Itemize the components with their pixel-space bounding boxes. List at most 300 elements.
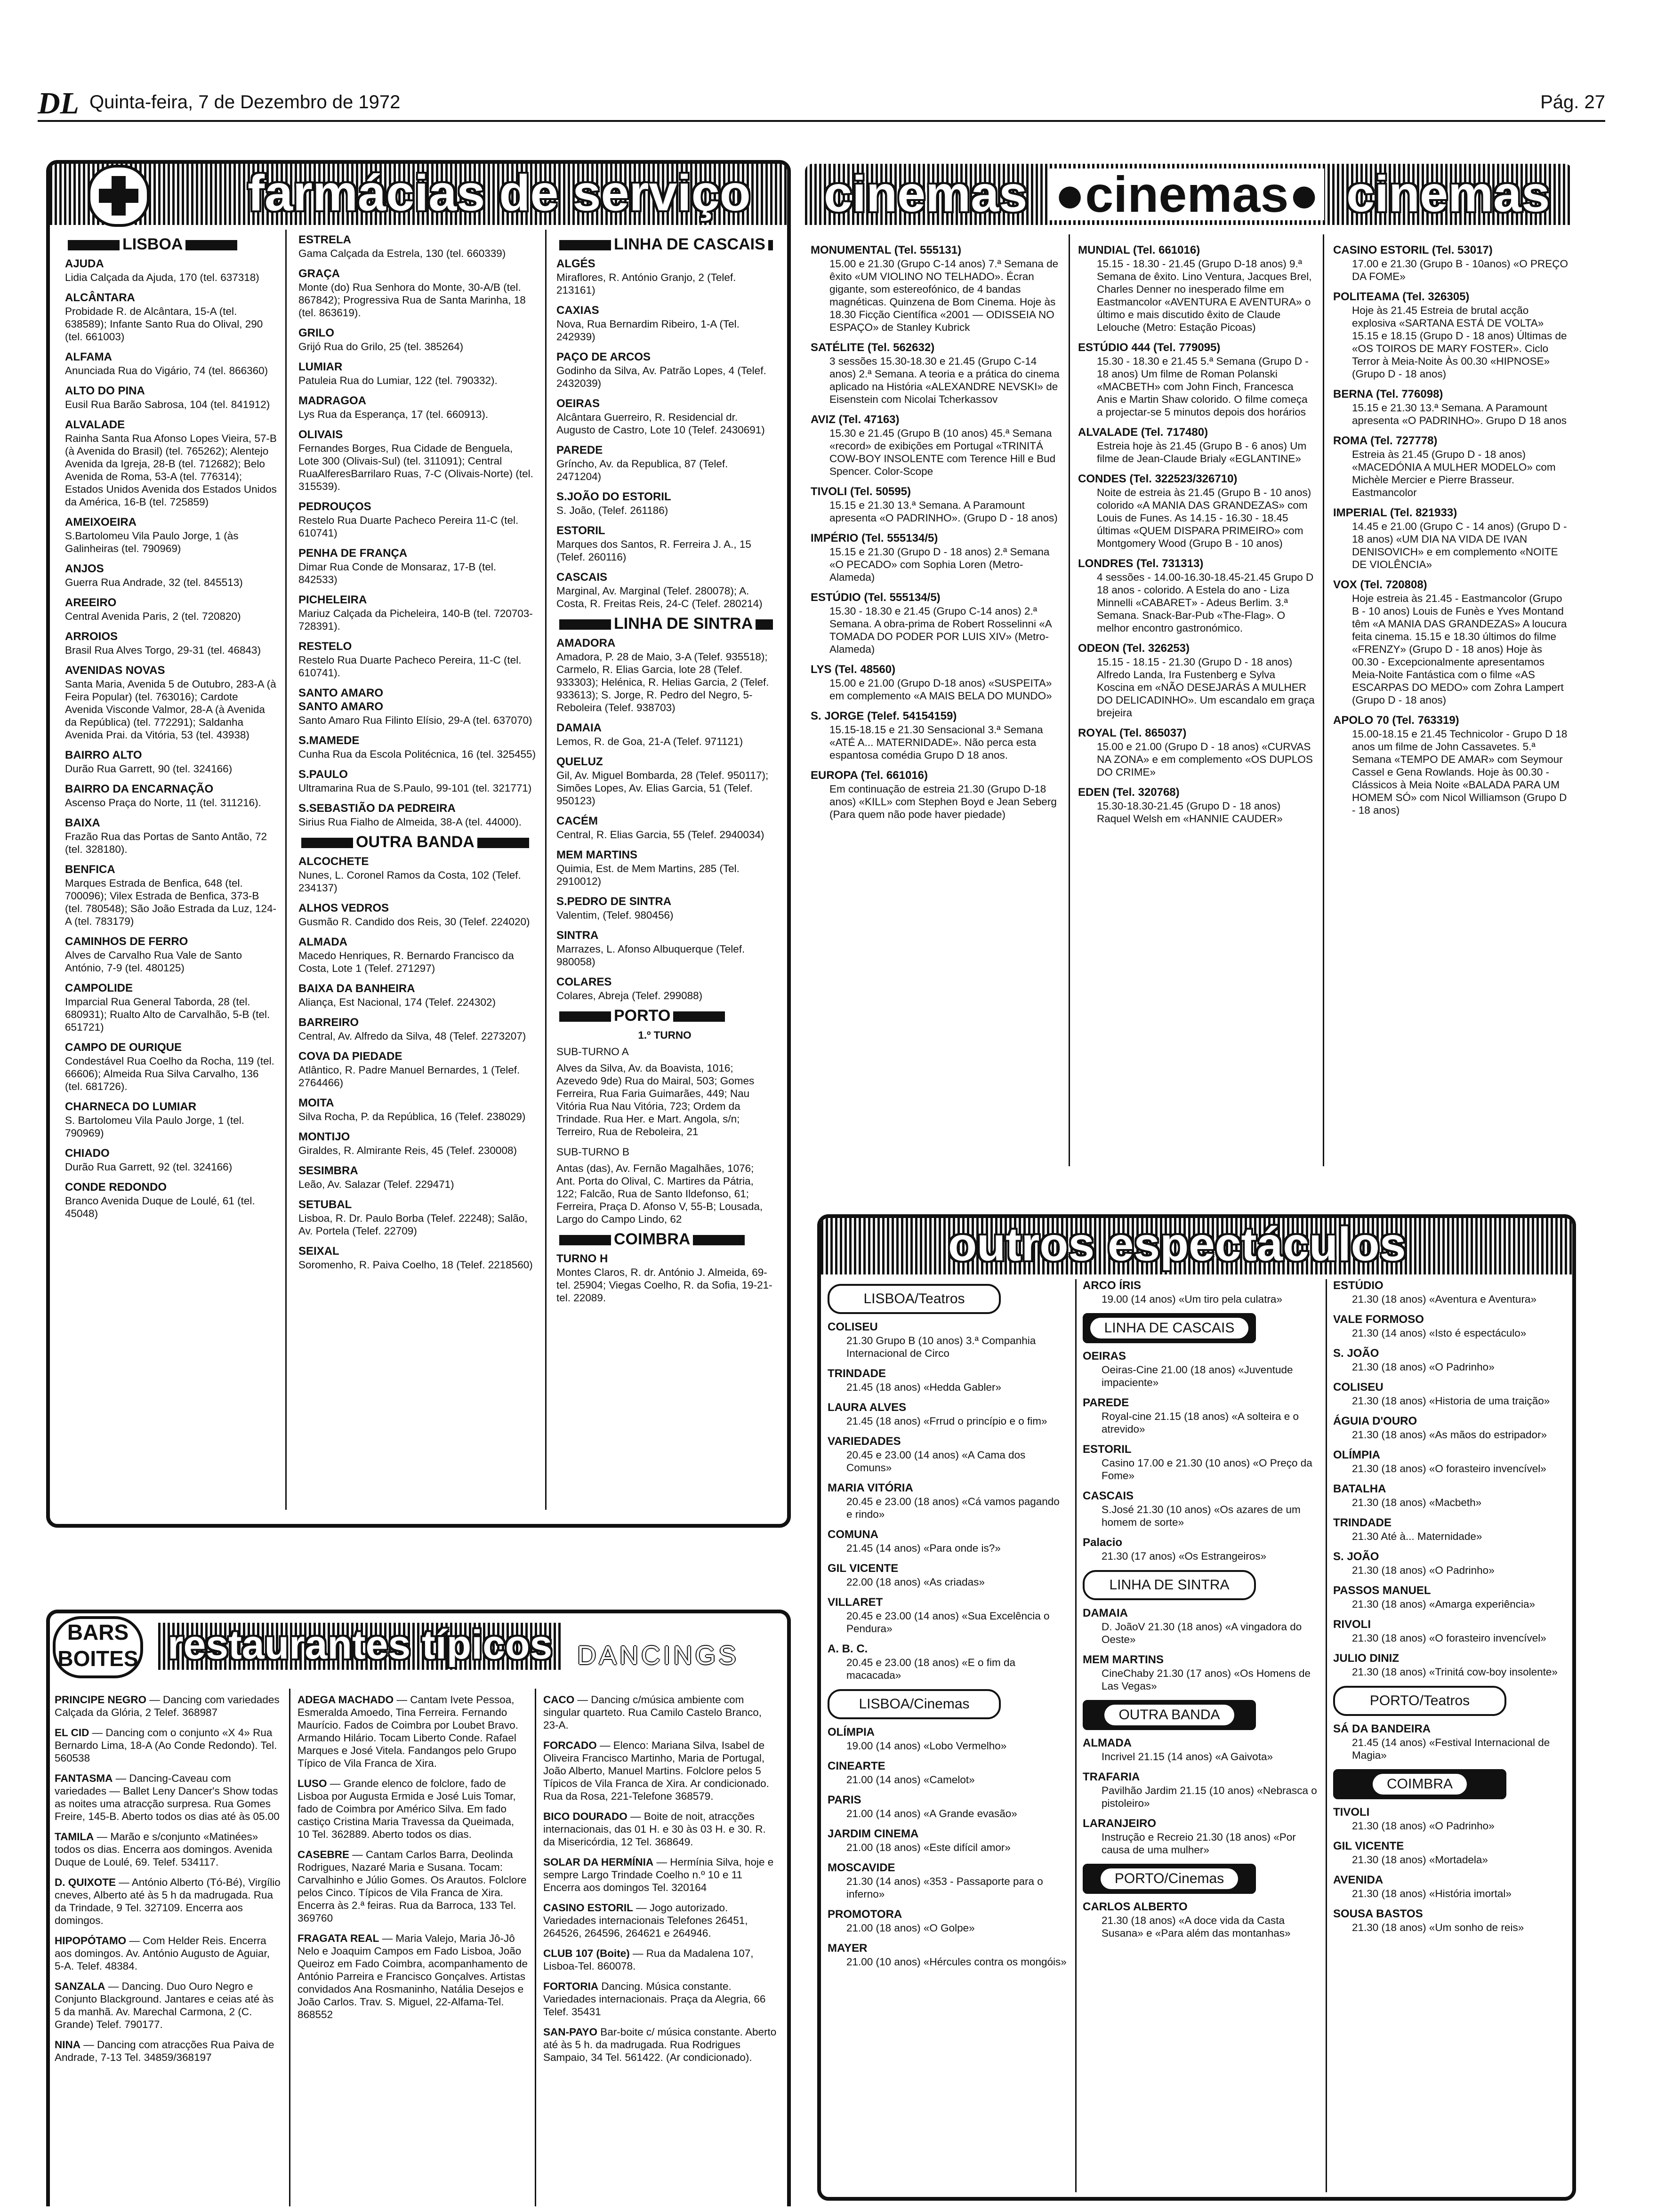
venue-details: — Dancing-Caveau com variedades — Ballet Leny Dancer's Show todas as noites uma atracção surpresa. Rua Gomes Freire, 145-B. Aberto todos os dias até às 05.00	[55, 1772, 280, 1822]
section-title: LISBOA	[122, 235, 183, 253]
listing-details: 21.00 (14 anos) «Camelot»	[846, 1774, 975, 1786]
venue-details: — Cantam Carlos Barra, Deolinda Rodrigues, Nazaré Maria e Susana. Tocam: Carvalhinho e Júlio Gomes. Os Arautos. Folclore pelos Cinco. Típicos de Vila Franca de Xira. Encerra às 2.ª feiras. Rua da Barroca, 133 Tel. 369760	[298, 1849, 527, 1924]
column-rule	[1326, 1279, 1327, 2192]
column-rule	[1323, 234, 1324, 1166]
listing-title: PARIS	[828, 1794, 861, 1806]
locality-heading: ALFAMA	[65, 351, 112, 363]
listing-title: SOUSA BASTOS	[1333, 1907, 1423, 1920]
venue-details: — Marão e s/conjunto «Matinées» todos os dias. Encerra aos domingos. Avenida Duque de Loulé, 69. Telef. 534117.	[55, 1831, 273, 1868]
newspaper-logo: DL	[38, 86, 79, 120]
turno-label: 1.º TURNO	[638, 1029, 692, 1041]
listing-title: MOSCAVIDE	[828, 1861, 895, 1874]
locality-heading: COVA DA PIEDADE	[298, 1050, 402, 1063]
listing-details: 4 sessões - 14.00-16.30-18.45-21.45 Grupo D 18 anos - colorido. A Estela do ano - Liza Minnelli «CABARET» - Adeus Berlim. 3.ª Semana. Snack-Bar-Pub «The-Flag». O melhor encontro gastronómico.	[1097, 571, 1314, 634]
locality-heading: MOITA	[298, 1097, 334, 1109]
pharmacy-entry: Ultramarina Rua de S.Paulo, 99-101 (tel. 321771)	[298, 782, 532, 794]
pharmacy-entry: Nova, Rua Bernardim Ribeiro, 1-A (Tel. 242939)	[556, 318, 740, 343]
pharmacy-entry: Nunes, L. Coronel Ramos da Costa, 102 (Telef. 234137)	[298, 869, 521, 894]
listing-details: 15.00 e 21.00 (Grupo D - 18 anos) «CURVAS NA ZONA» e em complemento «OS DUPLOS DO CRIME»	[1097, 741, 1313, 778]
locality-heading: OLIVAIS	[298, 428, 343, 441]
pharmacy-entry: Macedo Henriques, R. Bernardo Francisco da Costa, Lote 1 (Telef. 271297)	[298, 950, 514, 974]
listing-entry	[1078, 341, 1316, 418]
venue-entry	[298, 1932, 528, 2021]
listing-title: ESTÚDIO (Tel. 555134/5)	[811, 591, 941, 604]
venue-entry	[543, 1739, 779, 1803]
listing-title: CARLOS ALBERTO	[1083, 1900, 1188, 1913]
pharmacy-entry: Alves da Silva, Av. da Boavista, 1016; Azevedo 9de) Rua do Mairal, 503; Gomes Ferreira, Rua Faria Guimarães, 449; Nau Vitória Rua Nau Vitória, 723; Ordem da Trindade. Rua Her. e Mart. Angola, s/n; Terreiro, Rua de Reboleira, 21	[556, 1062, 755, 1138]
locality-heading: ESTORIL	[556, 524, 605, 537]
listing-entry	[1333, 290, 1569, 380]
listing-details: 21.30 (18 anos) «As mãos do estripador»	[1352, 1429, 1547, 1441]
page-header	[38, 87, 1605, 122]
pharmacy-entry: Marques Estrada de Benfica, 648 (tel. 700096); Vilex Estrada de Benfica, 373-B (tel. 780548); São João Estrada da Luz, 124-A (tel. 783179)	[65, 877, 277, 927]
pharmacy-entry: S. Bartolomeu Vila Paulo Jorge, 1 (tel. 790969)	[65, 1114, 245, 1139]
venue-entry	[543, 1810, 779, 1848]
locality-heading: SANTO AMARO	[298, 687, 383, 699]
restaurantes-banner-title: restaurantes típicos	[168, 1622, 553, 1667]
pharmacy-entry: S.Bartolomeu Vila Paulo Jorge, 1 (às Galinheiras (tel. 790969)	[65, 530, 239, 554]
venue-entry	[55, 1980, 281, 2031]
locality-heading: DAMAIA	[556, 721, 602, 734]
listing-details: 19.00 (14 anos) «Lobo Vermelho»	[846, 1740, 1007, 1752]
section-title: PORTO	[614, 1007, 671, 1025]
cinemas-panel	[801, 160, 1576, 1175]
listing-entry	[1083, 1396, 1318, 1435]
listing-entry	[1083, 1279, 1318, 1306]
locality-heading: BARREIRO	[298, 1016, 359, 1029]
locality-heading: SEIXAL	[298, 1245, 339, 1258]
pharmacy-entry: Antas (das), Av. Fernão Magalhães, 1076; Ant. Porta do Olival, C. Martires da Pátria, 122; Falcão, Rua de Santo Ildefonso, 61; Ferreira, Praça D. Afonso V, 55-B; Lousada, Largo do Campo Lindo, 62	[556, 1162, 763, 1225]
farmacias-column-3	[556, 233, 773, 1509]
listing-title: S. JOÃO	[1333, 1550, 1379, 1563]
listing-title: ROMA (Tel. 727778)	[1333, 434, 1438, 447]
pharmacy-entry: Brasil Rua Alves Torgo, 29-31 (tel. 46843)	[65, 644, 261, 656]
listing-entry	[811, 244, 1060, 334]
farmacias-column-2	[298, 233, 536, 1509]
subsection-pill: LISBOA/Teatros	[828, 1284, 1001, 1314]
venue-entry	[543, 1856, 779, 1894]
pharmacy-entry: Lemos, R. de Goa, 21-A (Telef. 971121)	[556, 736, 743, 747]
locality-heading: ALMADA	[298, 936, 347, 948]
subsection-pill-label: COIMBRA	[1373, 1774, 1467, 1795]
listing-entry	[1333, 244, 1569, 283]
locality-heading: MONTIJO	[298, 1130, 350, 1143]
venue-details: — Elenco: Mariana Silva, Isabel de Oliveira Francisco Martinho, Maria de Portugal, João Alberto, Manuel Martins. Folclore pelos 5 Típicos de Vila Franca de Xira. Ar condicionado. Rua da Rosa, 221-Telefone 368579.	[543, 1739, 769, 1802]
listing-title: LAURA ALVES	[828, 1401, 907, 1414]
venue-name: FRAGATA REAL	[298, 1932, 379, 1944]
listing-entry	[811, 485, 1060, 524]
listing-details: 21.30 (14 anos) «353 - Passaporte para o inferno»	[846, 1875, 1043, 1900]
venue-name: FORTORIA	[543, 1980, 599, 1992]
locality-heading: AMADORA	[556, 637, 616, 649]
subsection-pill	[1083, 1313, 1256, 1343]
listing-title: ARCO ÍRIS	[1083, 1279, 1142, 1292]
locality-heading: ESTRELA	[298, 233, 352, 246]
listing-title: IMPERIAL (Tel. 821933)	[1333, 506, 1457, 519]
listing-title: S. JORGE (Telef. 54154159)	[811, 710, 957, 722]
locality-heading: LUMIAR	[298, 361, 343, 373]
listing-details: 21.30 (18 anos) «Historia de uma traição»	[1352, 1395, 1550, 1407]
listing-title: OLÍMPIA	[828, 1726, 875, 1739]
listing-entry	[828, 1435, 1068, 1474]
locality-heading: PICHELEIRA	[298, 593, 367, 606]
listing-details: 21.30 Grupo B (10 anos) 3.ª Companhia Internacional de Circo	[846, 1335, 1036, 1359]
pharmacy-entry: Durão Rua Garrett, 90 (tel. 324166)	[65, 763, 233, 775]
locality-heading: SESIMBRA	[298, 1164, 358, 1177]
cinemas-column-1	[811, 244, 1060, 1166]
bars-column-2	[298, 1693, 528, 2204]
section-bar	[768, 240, 773, 250]
locality-heading: S.MAMEDE	[298, 734, 360, 747]
listing-title: AVIZ (Tel. 47163)	[811, 413, 900, 426]
pharmacy-entry: Dimar Rua Conde de Monsaraz, 17-B (tel. 842533)	[298, 561, 497, 585]
venue-entry	[55, 1726, 281, 1764]
locality-heading: CAMINHOS DE FERRO	[65, 935, 188, 948]
venue-details: — Dancing c/música ambiente com singular quartetо. Rua Camilo Castelo Branco, 23-A.	[543, 1694, 762, 1731]
listing-details: 15.15 e 21.30 13.ª Semana. A Paramount apresenta «O PADRINHO». (Grupo D - 18 anos)	[829, 499, 1058, 524]
section-bar	[301, 838, 353, 848]
venue-name: SAN-PAYO	[543, 2026, 598, 2038]
subturno-label: SUB-TURNO A	[556, 1046, 629, 1058]
pharmacy-entry: Frazão Rua das Portas de Santo Antão, 72 (tel. 328180).	[65, 831, 267, 855]
listing-entry	[1333, 1840, 1569, 1866]
listing-title: TIVOLI (Tel. 50595)	[811, 485, 911, 498]
pharmacy-entry: Imparcial Rua General Taborda, 28 (tel. 680931); Rualto Alto de Carvalhão, 5-B (tel. 651721)	[65, 996, 270, 1033]
farmacias-column-1	[65, 233, 277, 1509]
pharmacy-entry: S. João, (Telef. 261186)	[556, 505, 668, 516]
listing-details: 21.30 (18 anos) «Um sonho de reis»	[1352, 1922, 1524, 1933]
listing-entry	[828, 1726, 1068, 1752]
listing-title: VALE FORMOSO	[1333, 1313, 1424, 1326]
listing-title: PASSOS MANUEL	[1333, 1584, 1431, 1597]
venue-details: Bar-boite c/ música constante. Aberto até às 5 h. da madrugada. Rua Rodrigues Sampaio, 34 Tel. 561422. (Ar condicionado).	[543, 2026, 777, 2063]
listing-title: CONDES (Tel. 322523/326710)	[1078, 473, 1238, 485]
pharmacy-entry: Atlântico, R. Padre Manuel Bernardes, 1 (Telef. 2764466)	[298, 1064, 520, 1089]
locality-heading: ALTO DO PINA	[65, 385, 145, 397]
listing-title: COLISEU	[828, 1321, 878, 1333]
locality-heading: CAMPO DE OURIQUE	[65, 1041, 182, 1054]
listing-details: 21.30 (18 anos) «Aventura e Aventura»	[1352, 1293, 1536, 1305]
bars-boites-badge: BARS BOITES	[53, 1616, 143, 1678]
locality-heading: PAÇO DE ARCOS	[556, 351, 651, 363]
locality-heading: CAXIAS	[556, 304, 599, 317]
farmacias-banner	[50, 164, 787, 225]
listing-title: TRINDADE	[1333, 1516, 1392, 1529]
venue-details: — Dancing com atracções Rua Paiva de Andrade, 7-13 Tel. 34859/368197	[55, 2039, 274, 2063]
venue-entry	[55, 1693, 281, 1719]
column-rule	[285, 230, 287, 1510]
listing-title: MONUMENTAL (Tel. 555131)	[811, 244, 962, 256]
subsection-pill	[1333, 1769, 1506, 1799]
venue-details: — Jogo autorizado. Variedades internacionais Telefones 26451, 264526, 264596, 264621 e 264946.	[543, 1902, 748, 1939]
listing-title: TRINDADE	[828, 1367, 886, 1380]
listing-entry	[828, 1643, 1068, 1682]
listing-details: Casino 17.00 e 21.30 (10 anos) «O Preço da Fome»	[1102, 1457, 1312, 1482]
pharmacy-entry: Giraldes, R. Almirante Reis, 45 (Telef. 230008)	[298, 1145, 517, 1156]
locality-heading: ALCOCHETE	[298, 855, 369, 868]
section-heading	[65, 235, 277, 253]
listing-entry	[828, 1794, 1068, 1820]
venue-details: — Boite de noit, atracções internacionais, das 01 H. e 30 às 03 H. e 30. R. da Misericórdia, 12 Tel. 368649.	[543, 1811, 766, 1848]
listing-title: COMUNA	[828, 1528, 878, 1541]
listing-details: Instrução e Recreio 21.30 (18 anos) «Por causa de uma mulher»	[1102, 1831, 1296, 1856]
pharmacy-entry: Silva Rocha, P. da República, 16 (Telef. 238029)	[298, 1111, 526, 1122]
listing-entry	[828, 1861, 1068, 1900]
listing-details: Estreia hoje às 21.45 (Grupo B - 6 anos) Um filme de Jean-Claude Brialy «EGLANTINE»	[1097, 440, 1307, 465]
locality-heading: S.PAULO	[298, 768, 348, 781]
section-title: LINHA DE CASCAIS	[614, 235, 765, 253]
listing-entry	[811, 769, 1060, 821]
listing-entry	[1333, 1516, 1569, 1543]
locality-heading: PAREDE	[556, 444, 603, 457]
listing-entry	[1083, 1490, 1318, 1529]
venue-details: — Hermínia Silva, hoje e sempre Largo Trindade Coelho n.º 10 e 11 Encerra aos domingos Tel. 320164	[543, 1856, 774, 1893]
listing-details: Hoje às 21.45 Estreia de brutal acção explosiva «SARTANA ESTÁ DE VOLTA» 15.15 e 18.15 (Grupo D - 18 anos) Últimas de «OS TOIROS DE MARY FOSTER». Ciclo Terror à Meia-Noite Às 00.30 «HIPNOSE» (Grupo D - 18 anos)	[1352, 305, 1567, 380]
subsection-pill: PORTO/Teatros	[1333, 1686, 1506, 1716]
section-bar	[559, 1011, 611, 1022]
listing-entry	[1333, 1723, 1569, 1762]
locality-heading: GRILO	[298, 327, 334, 339]
locality-heading: SINTRA	[556, 929, 599, 942]
listing-title: APOLO 70 (Tel. 763319)	[1333, 714, 1459, 727]
listing-details: 21.30 (18 anos) «Trinitá cow-boy insolente»	[1352, 1666, 1558, 1678]
listing-details: 21.30 (18 anos) «O Padrinho»	[1352, 1820, 1495, 1832]
listing-entry	[1333, 506, 1569, 571]
listing-title: GIL VICENTE	[828, 1562, 899, 1575]
pharmacy-entry: Branco Avenida Duque de Loulé, 61 (tel. 45048)	[65, 1195, 255, 1219]
listing-details: 15.00-18.15 e 21.45 Technicolor - Grupo D 18 anos um filme de John Cassavetes. 5.ª Semana «TEMPO DE AMAR» com Seymour Cassel e Gena Rowlands. Hoje às 00.30 - Clássicos à Meia Noite «BALADA PARA UM HOMEM SÓ» com Nicol Williamson (Grupo D - 18 anos)	[1352, 728, 1568, 816]
section-bar	[477, 838, 529, 848]
section-bar	[756, 619, 773, 630]
section-heading	[556, 235, 773, 253]
listing-details: 21.30 (18 anos) «Mortadela»	[1352, 1854, 1488, 1866]
pharmacy-entry: Ascenso Praça do Norte, 11 (tel. 311216).	[65, 797, 261, 809]
bars-column-1	[55, 1693, 281, 2204]
locality-heading: AMEIXOEIRA	[65, 516, 137, 529]
locality-heading: CASCAIS	[556, 571, 608, 584]
listing-details: Royal-cine 21.15 (18 anos) «A solteira e o atrevido»	[1102, 1411, 1299, 1435]
pharmacy-entry: Miraflores, R. António Granjo, 2 (Telef. 213161)	[556, 272, 736, 296]
listing-entry	[1083, 1607, 1318, 1646]
pharmacy-entry: Valentim, (Telef. 980456)	[556, 909, 674, 921]
pharmacy-entry: Restelo Rua Duarte Pacheco Pereira, 11-C (tel. 610741).	[298, 654, 522, 679]
locality-heading: AJUDA	[65, 257, 104, 270]
listing-entry	[828, 1760, 1068, 1786]
venue-entry	[55, 1934, 281, 1972]
locality-heading: ALGÉS	[556, 257, 595, 270]
listing-entry	[828, 1942, 1068, 1968]
venue-name: HIPOPÓTAMO	[55, 1935, 127, 1947]
locality-heading: PEDROUÇOS	[298, 500, 371, 513]
listing-details: 19.00 (14 anos) «Um tiro pela culatra»	[1102, 1293, 1282, 1305]
listing-entry	[1333, 434, 1569, 499]
listing-title: S. JOÃO	[1333, 1347, 1379, 1360]
listing-entry	[828, 1827, 1068, 1854]
farmacias-panel	[46, 160, 791, 1528]
venue-entry	[543, 1980, 779, 2018]
locality-heading: ANJOS	[65, 562, 104, 575]
listing-title: LARANJEIRO	[1083, 1817, 1157, 1830]
section-bar	[673, 1011, 725, 1022]
listing-entry	[811, 591, 1060, 656]
listing-entry	[1083, 1350, 1318, 1389]
listing-entry	[1333, 714, 1569, 817]
listing-title: Palacio	[1083, 1536, 1123, 1549]
listing-entry	[1083, 1536, 1318, 1563]
pharmacy-entry: Lisboa, R. Dr. Paulo Borba (Telef. 22248); Salão, Av. Portela (Telef. 22709)	[298, 1212, 528, 1237]
listing-entry	[1333, 578, 1569, 706]
section-heading	[556, 615, 773, 633]
listing-title: EDEN (Tel. 320768)	[1078, 786, 1180, 799]
listing-details: 21.00 (14 anos) «A Grande evasão»	[846, 1808, 1017, 1819]
pharmacy-entry: Gil, Av. Miguel Bombarda, 28 (Telef. 950117); Simões Lopes, Av. Elias Garcia, 51 (Telef. 950123)	[556, 769, 769, 807]
listing-details: 15.30 - 18.30 e 21.45 (Grupo C-14 anos) 2.ª Semana. A obra-prima de Robert Rosselinni «A TOMADA DO PODER POR LUIS XIV» (Metro-Alameda)	[829, 605, 1052, 655]
pharmacy-entry: Fernandes Borges, Rua Cidade de Benguela, Lote 300 (Olivais-Sul) (tel. 311091); Central RuaAlferesBarrilaro Ruas, 7-C (Olivais-Norte) (tel. 315539).	[298, 442, 533, 492]
listing-details: 15.30-18.30-21.45 (Grupo D - 18 anos) Raquel Welsh em «HANNIE CAUDER»	[1097, 800, 1283, 825]
listing-entry	[1333, 1806, 1569, 1832]
listing-entry	[1333, 1550, 1569, 1577]
listing-title: JULIO DINIZ	[1333, 1652, 1400, 1665]
listing-entry	[1083, 1737, 1318, 1763]
listing-entry	[811, 663, 1060, 702]
cinemas-column-2	[1078, 244, 1316, 1166]
locality-heading: OEIRAS	[556, 397, 600, 410]
listing-details: Hoje estreia às 21.45 - Eastmancolor (Grupo B - 10 anos) Louis de Funès e Yves Montand têm «A MANIA DAS GRANDEZAS» A loucura feita cinema. 15.15 e 18.30 últimos do filme «FRENZY» (Grupo D - 18 anos) Hoje às 00.30 - Excepcionalmente apresentamos Meia-Noite Fantástica com o filme «AS ESCARPAS DO MEDO» com Zohra Lampert (Grupo D - 18 anos)	[1352, 593, 1567, 706]
listing-title: ROYAL (Tel. 865037)	[1078, 727, 1187, 739]
cinemas-banner-left: cinemas	[824, 165, 1028, 222]
pharmacy-entry: Lys Rua da Esperança, 17 (tel. 660913).	[298, 409, 489, 420]
venue-details: — Grande elenco de folclore, fado de Lisboa por Augusta Ermida e José Luis Tomar, fado de Coimbra por Américo Silva. Em fado castiço Cristina Maria Travessa da Queimada, 10 Tel. 362889. Aberto todos os dias.	[298, 1778, 516, 1840]
pharmacy-entry: Lidia Calçada da Ajuda, 170 (tel. 637318)	[65, 272, 259, 283]
listing-title: BERNA (Tel. 776098)	[1333, 388, 1443, 401]
listing-title: IMPÉRIO (Tel. 555134/5)	[811, 532, 938, 545]
listing-entry	[1333, 1313, 1569, 1339]
pharmacy-entry: Quimia, Est. de Mem Martins, 285 (Tel. 2910012)	[556, 863, 740, 887]
venue-entry	[543, 1693, 779, 1731]
listing-details: Pavilhão Jardim 21.15 (10 anos) «Nebrasca o pistoleiro»	[1102, 1785, 1317, 1809]
listing-details: Noite de estreia às 21.45 (Grupo B - 10 anos) colorido «A MANIA DAS GRANDEZAS» com Louis de Funes. As 14.15 - 16.30 - 18.45 últimas «QUEM DISPARA PRIMEIRO» com Montgomery Wood (Grupo B - 10 anos)	[1097, 487, 1311, 549]
listing-details: Estreia às 21.45 (Grupo D - 18 anos) «MACEDÓNIA A MULHER MODELO» com Michèle Mercier e Pierre Brasseur. Eastmancolor	[1352, 449, 1556, 498]
pharmacy-entry: Sirius Rua Fialho de Almeida, 38-A (tel. 44000).	[298, 816, 522, 828]
listing-details: 15.15 - 18.15 - 21.30 (Grupo D - 18 anos) Alfredo Landa, Ira Fustenberg e Sylva Koscina em «NÃO DESEJARÁS A MULHER DO DELICADINHO». Um escandalo em graça brejeira	[1097, 656, 1315, 719]
column-rule	[1075, 1279, 1077, 2192]
section-bar	[693, 1235, 745, 1245]
listing-title: ESTÚDIO 444 (Tel. 779095)	[1078, 341, 1221, 354]
subsection-pill: LISBOA/Cinemas	[828, 1689, 1001, 1719]
subsection-pill	[1083, 1864, 1256, 1894]
listing-entry	[1078, 557, 1316, 634]
listing-title: AVENIDA	[1333, 1874, 1384, 1886]
dancings-title: DANCINGS	[577, 1640, 739, 1670]
listing-title: A. B. C.	[828, 1643, 868, 1655]
pharmacy-entry: Cunha Rua da Escola Politécnica, 16 (tel. 325455)	[298, 748, 536, 760]
venue-name: CASINO ESTORIL	[543, 1902, 633, 1914]
listing-details: 20.45 e 23.00 (14 anos) «A Cama dos Comuns»	[846, 1449, 1026, 1474]
section-bar	[185, 240, 237, 250]
listing-details: Oeiras-Cine 21.00 (18 anos) «Juventude impaciente»	[1102, 1364, 1293, 1388]
pharmacy-entry: Colares, Abreja (Telef. 299088)	[556, 990, 703, 1002]
listing-details: 21.00 (18 anos) «Este difícil amor»	[846, 1842, 1011, 1853]
pharmacy-entry: Gríncho, Av. da Republica, 87 (Telef. 2471204)	[556, 458, 728, 482]
listing-entry	[1333, 1415, 1569, 1441]
pharmacy-entry: Patuleia Rua do Lumiar, 122 (tel. 790332).	[298, 375, 498, 386]
listing-details: 17.00 e 21.30 (Grupo B - 10anos) «O PREÇO DA FOME»	[1352, 258, 1568, 282]
listing-details: 21.00 (10 anos) «Hércules contra os mongóis»	[846, 1956, 1067, 1968]
pharmacy-entry: Montes Claros, R. dr. António J. Almeida, 69-tel. 25904; Viegas Coelho, R. da Sofia, 19-21-tel. 22089.	[556, 1266, 772, 1304]
locality-heading: ARROIOS	[65, 630, 118, 643]
column-rule	[545, 230, 547, 1510]
listing-entry	[1078, 426, 1316, 465]
listing-details: 15.30 e 21.45 (Grupo B (10 anos) 45.ª Semana «record» de exibições em Portugal «TRINITÁ COW-BOY INSOLENTE com Terence Hill e Bud Spencer. Color-Scope	[829, 427, 1056, 477]
listing-title: ESTÚDIO	[1333, 1279, 1384, 1292]
subsection-pill-label: PORTO/Cinemas	[1101, 1868, 1238, 1889]
venue-details: — Dancing. Duo Ouro Negro e Conjunto Blackground. Jantares e ceias até às 5 da manhã. Av. Marechal Carmona, 2 (C. Grande) Telef. 790177.	[55, 1980, 274, 2030]
listing-title: CINEARTE	[828, 1760, 885, 1772]
listing-details: S.José 21.30 (10 anos) «Os azares de um homem de sorte»	[1102, 1504, 1301, 1528]
listing-entry	[1333, 1874, 1569, 1900]
section-heading	[298, 833, 536, 851]
pharmacy-entry: Central, Av. Alfredo da Silva, 48 (Telef. 2273207)	[298, 1030, 526, 1042]
pharmacy-cross-icon	[88, 165, 150, 227]
pharmacy-entry: Santa Maria, Avenida 5 de Outubro, 283-A (à Feira Popular) (tel. 763016); Cardote Avenida Visconde Valmor, 28-A (à Avenida da República) (tel. 772291); Saldanha Avenida Prai. da Vitória, 53 (tel. 43938)	[65, 678, 276, 741]
outros-banner-title: outros espectáculos	[948, 1218, 1406, 1271]
listing-details: 15.15 e 21.30 13.ª Semana. A Paramount apresenta «O PADRINHO». Grupo D 18 anos	[1352, 402, 1567, 426]
pharmacy-entry: Durão Rua Garrett, 92 (tel. 324166)	[65, 1161, 233, 1173]
listing-details: 15.15 - 18.30 - 21.45 (Grupo D-18 anos) 9.ª Semana de êxito. Lino Ventura, Jacques Brel, Charles Denner no inesperado filme em Eastmancolor «AVENTURA E AVENTURA» o último e mais discutido êxito de Claude Lelouche (Metro: Estação Picoas)	[1097, 258, 1312, 333]
cinemas-column-3	[1333, 244, 1569, 1166]
listing-entry	[1083, 1443, 1318, 1482]
section-bar	[559, 1235, 611, 1245]
listing-entry	[1333, 1449, 1569, 1475]
subsection-pill-label: LINHA DE CASCAIS	[1090, 1318, 1249, 1338]
subturno-label: SUB-TURNO B	[556, 1146, 630, 1158]
locality-heading: BAIXA	[65, 817, 100, 829]
listing-details: 15.15 e 21.30 (Grupo D - 18 anos) 2.ª Semana «O PECADO» com Sophia Loren (Metro-Alameda)	[829, 546, 1050, 583]
locality-heading: TURNO H	[556, 1252, 608, 1265]
listing-entry	[1083, 1653, 1318, 1692]
listing-entry	[828, 1401, 1068, 1427]
locality-heading: CAMPOLIDE	[65, 982, 133, 994]
outros-column-3	[1333, 1279, 1569, 2188]
column-rule	[289, 1689, 290, 2206]
locality-heading: ALVALADE	[65, 418, 125, 431]
listing-details: 3 sessões 15.30-18.30 e 21.45 (Grupo C-14 anos) 2.ª Semana. A teoria e a prática do cinema aplicado na História «ALEXANDRE NEVSKI» de Eisenstein com Nicolai Tcherkassov	[829, 355, 1060, 405]
listing-details: 21.45 (14 anos) «Festival Internacional de Magia»	[1352, 1737, 1550, 1761]
pharmacy-entry: Monte (do) Rua Senhora do Monte, 30-A/B (tel. 867842); Progressiva Rua de Santa Marinha, 18 (tel. 863619).	[298, 281, 526, 319]
listing-details: Incrivel 21.15 (14 anos) «A Gaivota»	[1102, 1751, 1273, 1763]
venue-details: Dancing. Música constante. Variedades internacionais. Praça da Alegria, 66 Telef. 35431	[543, 1980, 766, 2018]
venue-name: SOLAR DA HERMÍNIA	[543, 1856, 654, 1868]
venue-entry	[55, 2038, 281, 2064]
listing-title: MUNDIAL (Tel. 661016)	[1078, 244, 1200, 256]
listing-details: 20.45 e 23.00 (18 anos) «E o fim da macacada»	[846, 1657, 1015, 1681]
listing-entry	[811, 341, 1060, 406]
listing-entry	[828, 1482, 1068, 1521]
listing-title: OLÍMPIA	[1333, 1449, 1380, 1461]
locality-heading: MEM MARTINS	[556, 849, 637, 861]
listing-title: BATALHA	[1333, 1483, 1386, 1495]
locality-heading: BAIRRO ALTO	[65, 749, 142, 761]
listing-title: ALVALADE (Tel. 717480)	[1078, 426, 1208, 439]
listing-entry	[1078, 473, 1316, 550]
listing-details: 21.30 (14 anos) «Isto é espectáculo»	[1352, 1327, 1527, 1339]
listing-details: 20.45 e 23.00 (14 anos) «Sua Excelência o Pendura»	[846, 1610, 1050, 1635]
pharmacy-entry: Marginal, Av. Marginal (Telef. 280078); A. Costa, R. Freitas Reis, 24-C (Telef. 280214)	[556, 585, 763, 609]
pharmacy-entry: Alcântara Guerreiro, R. Residencial dr. Augusto de Castro, Lote 10 (Telef. 2430691)	[556, 411, 765, 436]
listing-entry	[1333, 1381, 1569, 1407]
section-title: OUTRA BANDA	[356, 833, 475, 851]
venue-details: — Com Helder Reis. Encerra aos domingos. Av. António Augusto de Aguiar, 5-A. Telef. 48384.	[55, 1935, 270, 1972]
